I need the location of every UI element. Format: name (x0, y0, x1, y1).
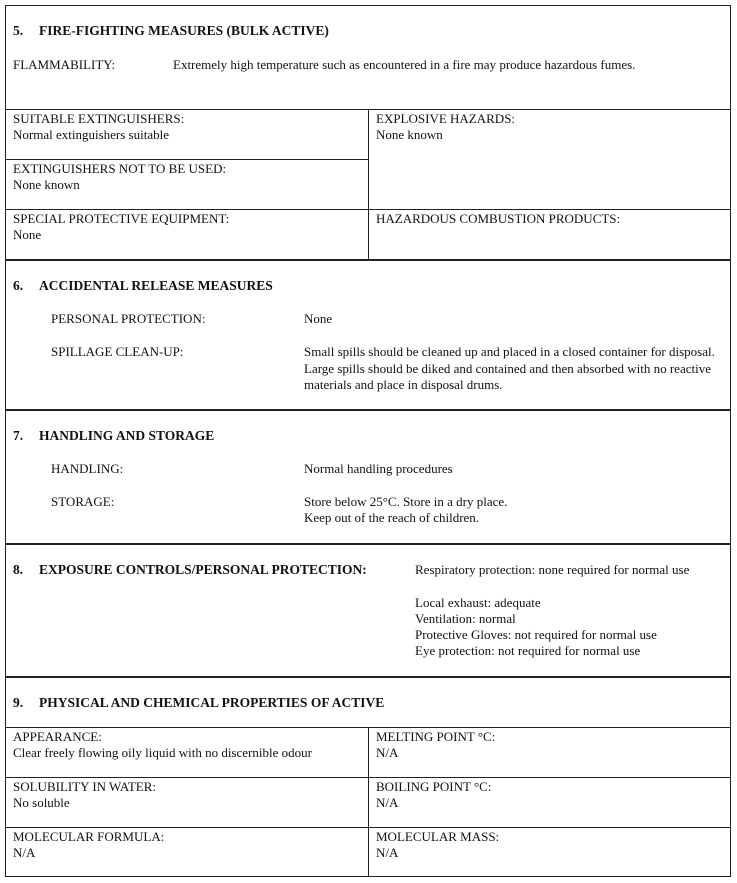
divider (368, 727, 369, 877)
divider (5, 209, 731, 210)
special-protective-equipment-value: None (13, 227, 42, 242)
solubility-value: No soluble (13, 795, 70, 810)
suitable-extinguishers-label: SUITABLE EXTINGUISHERS: (13, 111, 185, 126)
section-8-title: 8. EXPOSURE CONTROLS/PERSONAL PROTECTION: (13, 562, 367, 577)
storage-value-line-2: Keep out of the reach of children. (304, 510, 480, 525)
divider (5, 159, 368, 160)
flammability-value: Extremely high temperature such as encountered in a fire may produce hazardous fumes. (173, 57, 636, 72)
boiling-point-value: N/A (376, 795, 399, 810)
melting-point-label: MELTING POINT °C: (376, 729, 496, 744)
melting-point-value: N/A (376, 745, 399, 760)
section-5-title: 5. FIRE-FIGHTING MEASURES (BULK ACTIVE) (13, 23, 329, 38)
local-exhaust: Local exhaust: adequate (415, 595, 541, 610)
respiratory-protection: Respiratory protection: none required for normal use (415, 562, 690, 577)
hazardous-combustion-label: HAZARDOUS COMBUSTION PRODUCTS: (376, 211, 621, 226)
storage-value-line-1: Store below 25°C. Store in a dry place. (304, 494, 508, 509)
solubility-label: SOLUBILITY IN WATER: (13, 779, 156, 794)
spillage-cleanup-value: Small spills should be cleaned up and placed in a closed container for disposal. Large spills should be diked and contained and then absorbed with no reactive materials and place in disposal drums. (304, 344, 715, 392)
handling-label: HANDLING: (51, 461, 124, 476)
personal-protection-label: PERSONAL PROTECTION: (51, 311, 206, 326)
special-protective-equipment-label: SPECIAL PROTECTIVE EQUIPMENT: (13, 211, 230, 226)
molecular-mass-value: N/A (376, 845, 399, 860)
boiling-point-label: BOILING POINT °C: (376, 779, 492, 794)
extinguishers-not-used-label: EXTINGUISHERS NOT TO BE USED: (13, 161, 227, 176)
storage-label: STORAGE: (51, 494, 115, 509)
section-6-title: 6. ACCIDENTAL RELEASE MEASURES (13, 278, 273, 293)
appearance-value: Clear freely flowing oily liquid with no discernible odour (13, 745, 312, 760)
spillage-cleanup-label: SPILLAGE CLEAN-UP: (51, 344, 184, 359)
flammability-label: FLAMMABILITY: (13, 57, 116, 72)
protective-gloves: Protective Gloves: not required for normal use (415, 627, 657, 642)
ventilation: Ventilation: normal (415, 611, 516, 626)
section-9-title: 9. PHYSICAL AND CHEMICAL PROPERTIES OF ACTIVE (13, 695, 385, 710)
handling-value: Normal handling procedures (304, 461, 453, 476)
extinguishers-not-used-value: None known (13, 177, 80, 192)
section-7-title: 7. HANDLING AND STORAGE (13, 428, 215, 443)
explosive-hazards-value: None known (376, 127, 443, 142)
divider (368, 109, 369, 260)
molecular-formula-label: MOLECULAR FORMULA: (13, 829, 165, 844)
molecular-formula-value: N/A (13, 845, 36, 860)
appearance-label: APPEARANCE: (13, 729, 102, 744)
eye-protection: Eye protection: not required for normal use (415, 643, 641, 658)
suitable-extinguishers-value: Normal extinguishers suitable (13, 127, 169, 142)
explosive-hazards-label: EXPLOSIVE HAZARDS: (376, 111, 516, 126)
molecular-mass-label: MOLECULAR MASS: (376, 829, 500, 844)
personal-protection-value: None (304, 311, 333, 326)
